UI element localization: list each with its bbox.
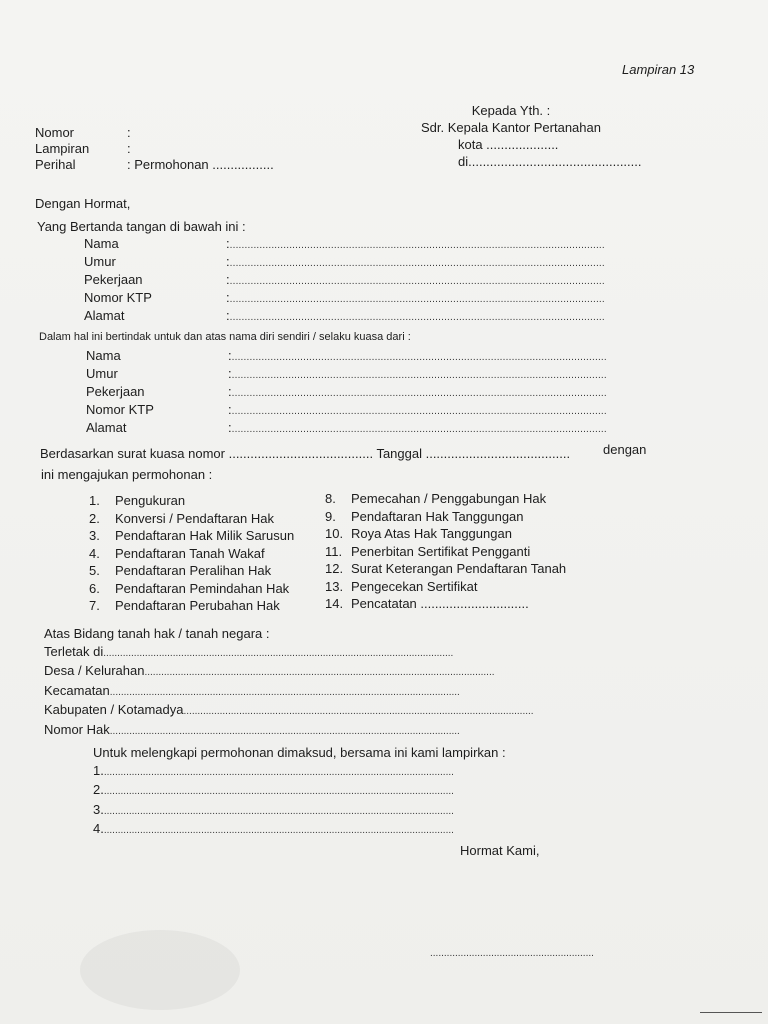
land-row: [44, 701, 656, 721]
land-label: Nomor Hak: [44, 721, 110, 737]
field-label: Nomor KTP: [84, 290, 152, 305]
meta-value: :: [127, 125, 131, 140]
meta-value: : Permohonan .................: [127, 157, 274, 172]
field-colon: :: [226, 290, 230, 305]
field-dots: ..............................................................................................................................: [231, 424, 607, 435]
field-dots: ..............................................................................................................................: [103, 647, 454, 659]
field-dots: ..............................................................................................................................: [229, 240, 605, 251]
paper-smudge: [80, 930, 240, 1010]
request-number: 2.: [89, 510, 100, 526]
attachment-item: [93, 781, 655, 801]
principal-field-row: [86, 420, 642, 438]
request-item: [325, 490, 566, 508]
principal-field-row: [86, 402, 642, 420]
field-label: Pekerjaan: [84, 272, 143, 287]
request-number: 10.: [325, 526, 344, 541]
field-colon: :: [226, 254, 230, 269]
field-label: Alamat: [86, 420, 127, 435]
request-item: [89, 580, 294, 598]
field-dots: ..............................................................................................................................: [231, 388, 607, 399]
request-label: Pengecekan Sertifikat: [351, 578, 478, 594]
field-colon: :: [228, 402, 232, 417]
request-number: 9.: [325, 508, 336, 524]
apply-intro: ini mengajukan permohonan :: [41, 467, 213, 482]
self-field-row: [84, 254, 640, 272]
land-label: Desa / Kelurahan: [44, 663, 145, 678]
request-item: [325, 508, 566, 526]
request-item: [89, 597, 294, 615]
request-label: Penerbitan Sertifikat Pengganti: [351, 543, 531, 559]
request-item: [89, 545, 294, 563]
field-colon: :: [228, 384, 232, 399]
field-dots: ..............................................................................................................................: [103, 825, 454, 836]
attachment-item: [93, 820, 655, 840]
request-label: Pendaftaran Pemindahan Hak: [115, 580, 290, 596]
field-colon: :: [228, 420, 232, 435]
principal-field-row: [86, 384, 642, 402]
attachments-intro: Untuk melengkapi permohonan dimaksud, bersama ini kami lampirkan :: [93, 745, 506, 760]
request-number: 8.: [325, 491, 336, 506]
self-field-row: [84, 308, 640, 326]
meta-row-lampiran: [35, 141, 274, 157]
recipient-line-2: Sdr. Kepala Kantor Pertanahan: [421, 120, 601, 135]
field-colon: :: [226, 308, 230, 323]
request-label: Pengukuran: [115, 493, 186, 508]
land-row: [44, 721, 656, 741]
land-heading: Atas Bidang tanah hak / tanah negara :: [44, 626, 270, 641]
meta-row-nomor: [35, 125, 274, 141]
land-label: Kecamatan: [44, 682, 110, 698]
principal-field-row: [86, 348, 642, 366]
request-item: [325, 560, 566, 578]
field-dots: ..............................................................................................................................: [144, 667, 495, 678]
self-field-row: [84, 236, 640, 254]
meta-label: Nomor: [35, 125, 75, 140]
principal-fields: [86, 348, 642, 438]
land-label: Terletak di: [44, 643, 104, 659]
attachment-number: 3.: [93, 801, 104, 817]
field-label: Umur: [86, 366, 118, 381]
request-label: Pendaftaran Peralihan Hak: [115, 563, 272, 578]
edge-line: [700, 1012, 762, 1013]
signature-line: ...........................................................: [430, 948, 594, 959]
field-dots: ..............................................................................................................................: [103, 805, 454, 817]
power-of-attorney-line: Berdasarkan surat kuasa nomor ........................................ Tanggal ........................................: [40, 446, 571, 461]
field-label: Nama: [84, 236, 119, 251]
attachment-item: [93, 801, 655, 821]
request-item: [325, 543, 566, 561]
attachment-item: [93, 762, 655, 782]
field-dots: ..............................................................................................................................: [231, 406, 607, 417]
attachments-section: [93, 744, 655, 840]
field-label: Nama: [86, 348, 121, 363]
self-fields: [84, 236, 640, 326]
field-dots: ..............................................................................................................................: [229, 276, 605, 287]
field-colon: :: [226, 272, 230, 287]
field-dots: ..............................................................................................................................: [229, 312, 605, 323]
attachment-number: 4.: [93, 821, 104, 836]
request-item: [325, 595, 566, 613]
request-item: [325, 525, 566, 543]
meta-label: Lampiran: [35, 141, 90, 156]
recipient-line-3: kota ....................: [458, 137, 559, 152]
field-colon: :: [228, 366, 232, 381]
request-label: Pendaftaran Tanah Wakaf: [115, 545, 265, 561]
field-label: Umur: [84, 254, 116, 269]
request-item: [89, 510, 294, 528]
request-label: Surat Keterangan Pendaftaran Tanah: [351, 561, 567, 576]
intro-text: Yang Bertanda tangan di bawah ini :: [37, 219, 246, 234]
field-dots: ..............................................................................................................................: [109, 725, 460, 737]
field-label: Alamat: [84, 308, 125, 323]
land-label: Kabupaten / Kotamadya: [44, 702, 184, 717]
greeting: Dengan Hormat,: [35, 196, 131, 211]
letter-meta: [35, 125, 274, 173]
field-dots: ..............................................................................................................................: [103, 766, 454, 778]
principal-field-row: [86, 366, 642, 384]
recipient-address: [406, 102, 642, 170]
request-item: [89, 527, 294, 545]
request-number: 12.: [325, 561, 344, 576]
request-list-right: [325, 490, 566, 613]
request-label: Pencatatan ..............................: [351, 596, 529, 611]
field-dots: ..............................................................................................................................: [231, 352, 607, 363]
meta-value: :: [127, 141, 131, 156]
request-number: 1.: [89, 493, 100, 508]
field-label: Nomor KTP: [86, 402, 154, 417]
request-item: [89, 492, 294, 510]
request-label: Pendaftaran Hak Tanggungan: [351, 508, 524, 524]
closing-text: Hormat Kami,: [460, 843, 540, 858]
field-dots: ..............................................................................................................................: [103, 786, 454, 797]
request-number: 4.: [89, 545, 100, 561]
land-section: [44, 625, 656, 740]
request-label: Pendaftaran Perubahan Hak: [115, 598, 280, 613]
request-label: Konversi / Pendaftaran Hak: [115, 510, 274, 526]
land-row: [44, 682, 656, 702]
attachment-number: 2.: [93, 782, 104, 797]
field-dots: ..............................................................................................................................: [229, 258, 605, 269]
request-item: [325, 578, 566, 596]
attachment-number: 1.: [93, 762, 104, 778]
land-row: [44, 643, 656, 663]
field-dots: ..............................................................................................................................: [231, 370, 607, 381]
field-dots: ..............................................................................................................................: [109, 686, 460, 698]
land-row: [44, 662, 656, 682]
request-number: 11.: [325, 543, 343, 559]
field-dots: ..............................................................................................................................: [229, 294, 605, 305]
request-label: Pendaftaran Hak Milik Sarusun: [115, 528, 295, 543]
meta-row-perihal: [35, 157, 274, 173]
recipient-line-1: Kepada Yth. :: [471, 103, 551, 118]
lampiran-label: Lampiran 13: [622, 62, 695, 77]
request-number: 6.: [89, 580, 100, 596]
request-number: 3.: [89, 528, 100, 543]
recipient-line-4: di................................................: [458, 154, 642, 169]
request-number: 13.: [325, 578, 344, 594]
power-of-attorney-end: dengan: [603, 442, 647, 457]
request-label: Roya Atas Hak Tanggungan: [351, 526, 512, 541]
acting-on-behalf-text: Dalam hal ini bertindak untuk dan atas nama diri sendiri / selaku kuasa dari :: [39, 331, 411, 343]
self-field-row: [84, 290, 640, 308]
request-number: 5.: [89, 563, 100, 578]
request-item: [89, 562, 294, 580]
self-field-row: [84, 272, 640, 290]
field-label: Pekerjaan: [86, 384, 145, 399]
request-number: 14.: [325, 596, 344, 611]
field-dots: ..............................................................................................................................: [183, 706, 534, 717]
field-colon: :: [226, 236, 230, 251]
meta-label: Perihal: [35, 157, 76, 172]
request-number: 7.: [89, 598, 100, 613]
request-label: Pemecahan / Penggabungan Hak: [351, 491, 547, 506]
request-list-left: [89, 492, 294, 615]
field-colon: :: [228, 348, 232, 363]
